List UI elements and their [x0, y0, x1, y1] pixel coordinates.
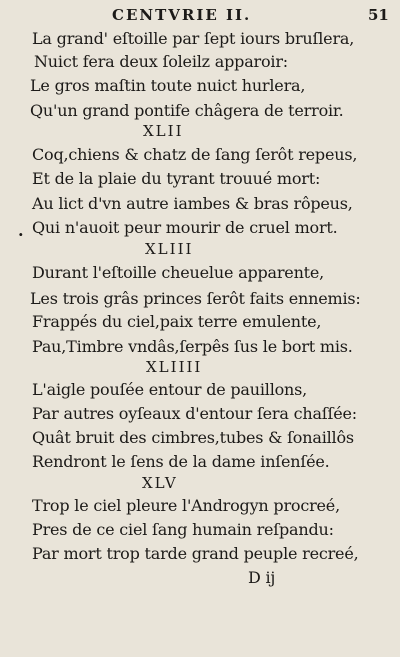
- page-number: 51: [368, 6, 389, 24]
- verse-line: Au lict d'vn autre iambes & bras rôpeus,: [32, 194, 353, 213]
- verse-line: Et de la plaie du tyrant trouué mort:: [32, 169, 321, 188]
- quatrain-number: XLII: [143, 122, 184, 140]
- quatrain-number: XLIIII: [146, 358, 203, 376]
- verse-line: Rendront le ſens de la dame inſenſée.: [32, 452, 330, 471]
- verse-line: Le gros maſtin toute nuict hurlera,: [30, 76, 306, 95]
- verse-line: Les trois grâs princes ſerôt faits ennemis:: [30, 289, 361, 308]
- verse-line: Frappés du ciel,paix terre emulente,: [32, 312, 322, 331]
- verse-line: Pau,Timbre vndâs,ſerpês ſus le bort mis.: [32, 337, 353, 356]
- verse-line: Coq,chiens & chatz de ſang ſerôt repeus,: [32, 145, 358, 164]
- verse-line: Par mort trop tarde grand peuple recreé,: [32, 544, 359, 563]
- verse-line: Trop le ciel pleure l'Androgyn procreé,: [32, 496, 340, 515]
- verse-line: Par autres oyſeaux d'entour ſera chaſſée:: [32, 404, 357, 423]
- verse-line: Quât bruit des cimbres,tubes & ſonaillôs: [32, 428, 354, 447]
- verse-line: Qu'un grand pontife châgera de terroir.: [30, 101, 344, 120]
- running-head: CENTVRIE II.: [112, 6, 252, 24]
- verse-line: Pres de ce ciel ſang humain reſpandu:: [32, 520, 334, 539]
- signature-mark: D ij: [248, 568, 276, 587]
- page-header: [0, 6, 400, 26]
- verse-line: Nuict fera deux ſoleilz apparoir:: [34, 52, 288, 71]
- quatrain-number: XLV: [142, 474, 178, 492]
- quatrain-number: XLIII: [145, 240, 194, 258]
- verse-line: Durant l'eſtoille cheuelue apparente,: [32, 263, 325, 282]
- margin-mark: .: [18, 221, 24, 240]
- verse-line: L'aigle pouſée entour de pauillons,: [32, 380, 308, 399]
- verse-line: Qui n'auoit peur mourir de cruel mort.: [32, 218, 338, 237]
- verse-line: La grand' eſtoille par ſept iours bruſlera,: [32, 29, 355, 48]
